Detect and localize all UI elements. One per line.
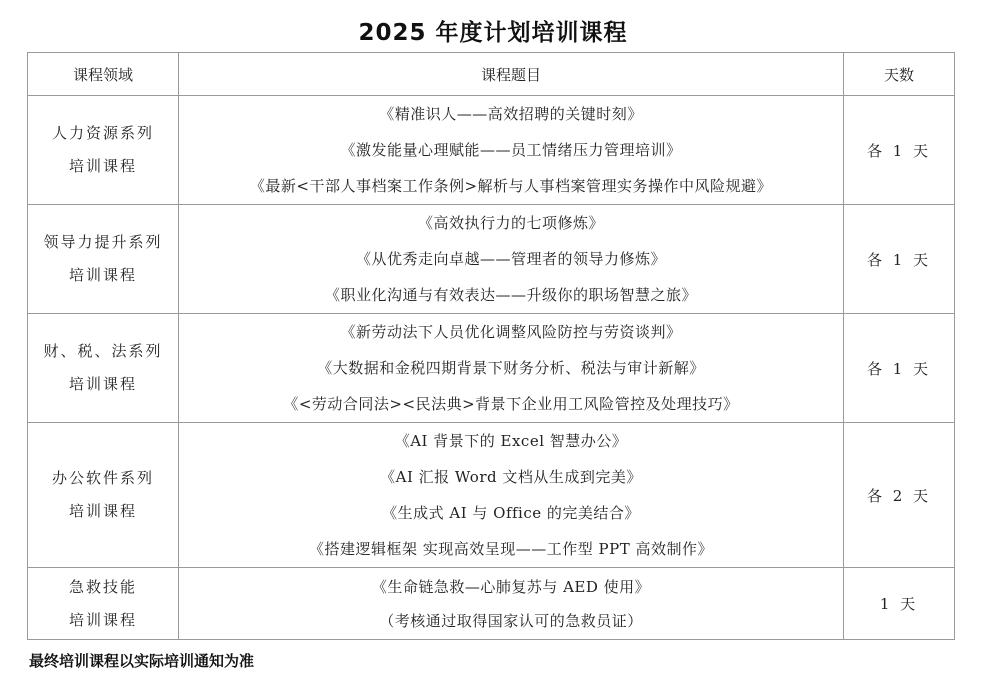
header-days: 天数 bbox=[844, 53, 955, 96]
topic-cell bbox=[179, 423, 844, 568]
domain-cell bbox=[28, 568, 179, 640]
table-row bbox=[28, 314, 955, 423]
domain-suffix: 培训课程 bbox=[68, 157, 137, 175]
table-row bbox=[28, 96, 955, 205]
domain-name: 领导力提升系列 bbox=[43, 233, 163, 251]
days-cell: 1 天 bbox=[844, 568, 955, 640]
domain-suffix: 培训课程 bbox=[68, 266, 137, 284]
domain-name: 财、税、法系列 bbox=[43, 342, 163, 360]
course-topic: 《生命链急救—心肺复苏与 AED 使用》 bbox=[371, 577, 651, 596]
days-cell: 各 1 天 bbox=[844, 96, 955, 205]
topic-cell bbox=[179, 96, 844, 205]
table-row bbox=[28, 423, 955, 568]
days-cell: 各 2 天 bbox=[844, 423, 955, 568]
header-topic: 课程题目 bbox=[179, 53, 844, 96]
domain-name: 办公软件系列 bbox=[51, 469, 154, 487]
course-topic: 《搭建逻辑框架 实现高效呈现——工作型 PPT 高效制作》 bbox=[309, 540, 713, 558]
course-topic: 《AI 汇报 Word 文档从生成到完美》 bbox=[380, 468, 642, 486]
table-row bbox=[28, 205, 955, 314]
table-row bbox=[28, 568, 955, 640]
course-topic: 《最新<干部人事档案工作条例>解析与人事档案管理实务操作中风险规避》 bbox=[249, 177, 773, 195]
course-topic: 《AI 背景下的 Excel 智慧办公》 bbox=[394, 432, 628, 450]
footnote: 最终培训课程以实际培训通知为准 bbox=[29, 652, 255, 670]
topic-cell bbox=[179, 205, 844, 314]
course-topic: 《<劳动合同法><民法典>背景下企业用工风险管控及处理技巧》 bbox=[283, 395, 739, 413]
domain-cell bbox=[28, 423, 179, 568]
header-domain: 课程领域 bbox=[28, 53, 179, 96]
domain-suffix: 培训课程 bbox=[68, 610, 137, 629]
course-topic: 《大数据和金税四期背景下财务分析、税法与审计新解》 bbox=[317, 359, 705, 377]
page-title: 2025 年度计划培训课程 bbox=[358, 20, 628, 46]
course-topic: 《从优秀走向卓越——管理者的领导力修炼》 bbox=[355, 250, 666, 268]
topic-cell bbox=[179, 568, 844, 640]
course-topic: 《高效执行力的七项修炼》 bbox=[417, 214, 604, 232]
domain-cell bbox=[28, 96, 179, 205]
domain-suffix: 培训课程 bbox=[68, 502, 137, 520]
course-topic: 《生成式 AI 与 Office 的完美结合》 bbox=[382, 504, 640, 522]
course-topic: 《精准识人——高效招聘的关键时刻》 bbox=[379, 105, 643, 123]
domain-cell bbox=[28, 205, 179, 314]
domain-suffix: 培训课程 bbox=[68, 375, 137, 393]
domain-cell bbox=[28, 314, 179, 423]
course-note: （考核通过取得国家认可的急救员证） bbox=[379, 611, 643, 630]
topic-cell bbox=[179, 314, 844, 423]
days-cell: 各 1 天 bbox=[844, 314, 955, 423]
domain-name: 人力资源系列 bbox=[51, 124, 154, 142]
domain-name: 急救技能 bbox=[68, 577, 137, 596]
course-topic: 《职业化沟通与有效表达——升级你的职场智慧之旅》 bbox=[324, 286, 697, 304]
days-cell: 各 1 天 bbox=[844, 205, 955, 314]
course-topic: 《新劳动法下人员优化调整风险防控与劳资谈判》 bbox=[340, 323, 682, 341]
course-topic: 《激发能量心理赋能——员工情绪压力管理培训》 bbox=[340, 141, 682, 159]
course-table bbox=[27, 52, 955, 640]
table-header-row bbox=[28, 53, 955, 96]
